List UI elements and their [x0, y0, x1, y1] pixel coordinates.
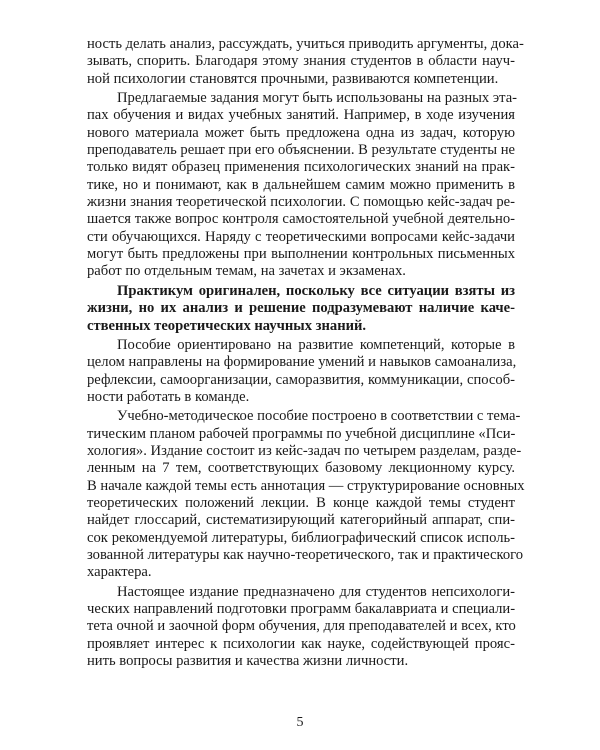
text-line: ческих направлений подготовки программ бакалавриата и специали-	[87, 601, 516, 617]
text-line: проявляет интерес к психологии как науке, содействующей прояс-	[87, 635, 515, 652]
paragraph	[87, 584, 515, 671]
text-line: характера.	[87, 564, 152, 581]
text-line: целом направлены на формирование умений и навыков самоанализа,	[87, 354, 517, 371]
text-line: жизни, но их анализ и решение подразумевают наличие каче-	[87, 300, 515, 317]
paragraph	[87, 90, 518, 281]
text-line: Пособие ориентировано на развитие компетенций, которые в	[117, 336, 515, 353]
body-text	[87, 36, 525, 670]
text-line: тике, но и понимают, как в дальнейшем самим можно применить в	[87, 176, 515, 193]
text-line: нить вопросы развития и качества жизни личности.	[87, 653, 409, 670]
page-number: 5	[296, 715, 304, 730]
text-line: рефлексии, самоорганизации, саморазвития, коммуникации, способ-	[87, 371, 515, 388]
text-line: тическим планом рабочей программы по учебной дисциплине «Пси-	[87, 425, 516, 442]
text-line: сти обучающихся. Наряду с теоретическими вопросами кейс-задачи	[87, 228, 515, 245]
paragraph	[87, 408, 525, 581]
text-line: жизни знания теоретической психологии. С помощью кейс-задач ре-	[87, 194, 515, 211]
text-line: Практикум оригинален, поскольку все ситуации взяты из	[117, 282, 515, 299]
text-line: ной психологии становятся прочными, развиваются компетенции.	[87, 70, 499, 87]
text-line: шается также вопрос контроля самостоятельной учебной деятельно-	[87, 211, 515, 228]
text-line: тета очной и заочной форм обучения, для преподавателей и всех, кто	[87, 618, 516, 635]
text-line: ленным на 7 тем, соответствующих базовому лекционному курсу.	[87, 460, 515, 477]
text-line: только видят образец применения психологических знаний на прак-	[87, 159, 515, 176]
text-line: преподаватель решает при его объяснении. В результате студенты не	[87, 142, 515, 159]
text-line: пах обучения и видах учебных занятий. Например, в ходе изучения	[87, 107, 515, 124]
text-line: ности работать в команде.	[87, 388, 250, 405]
text-line: ственных теоретических научных знаний.	[87, 317, 367, 334]
text-line: ность делать анализ, рассуждать, учиться приводить аргументы, дока-	[87, 36, 524, 52]
paragraph	[87, 337, 515, 406]
text-line: нового материала может быть предложена одна из задач, которую	[87, 124, 515, 141]
text-line: зывать, спорить. Благодаря этому знания студентов в области науч-	[87, 53, 515, 70]
text-line: найдет глоссарий, систематизирующий категорийный аппарат, спи-	[87, 512, 515, 529]
text-line: В начале каждой темы есть аннотация — структурирование основных	[87, 477, 525, 494]
text-line: сок рекомендуемой литературы, библиографический список исполь-	[87, 529, 515, 546]
text-line: Учебно-методическое пособие построено в соответствии с тема-	[117, 408, 521, 425]
text-line: могут быть предложены при выполнении контрольных письменных	[87, 246, 515, 263]
text-line: Предлагаемые задания могут быть использованы на разных эта-	[117, 90, 518, 107]
text-line: работ по отдельным темам, на зачетах и экзаменах.	[87, 263, 406, 280]
text-line: Настоящее издание предназначено для студентов непсихологи-	[117, 583, 515, 600]
paragraph	[87, 36, 524, 88]
text-line: хология». Издание состоит из кейс-задач по четырем разделам, разде-	[87, 442, 522, 459]
text-line: зованной литературы как научно-теоретического, так и практического	[87, 546, 524, 563]
bold-paragraph	[87, 283, 515, 335]
text-line: теоретических положений лекции. В конце каждой темы студент	[87, 494, 515, 511]
